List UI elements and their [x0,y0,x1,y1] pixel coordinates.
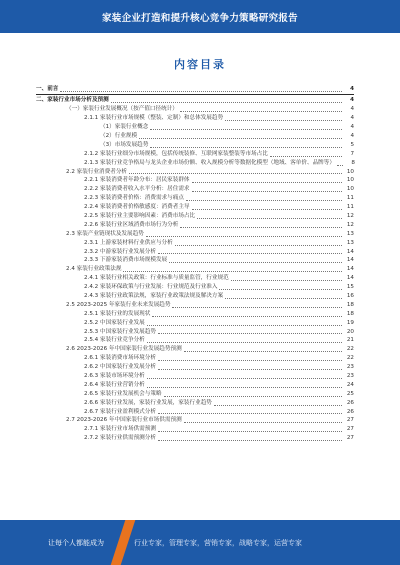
toc-page-number: 8 [351,159,355,166]
toc-dot-leader [175,245,342,246]
toc-entry[interactable] [36,408,354,417]
toc-page-number: 24 [346,381,354,388]
toc-entry-text: 2.7.1 家装行业市场供需预测 [84,426,156,433]
toc-dot-leader [172,307,342,308]
toc-entry-text: 2.3.3 下游家装消费市场规模发展 [84,257,168,264]
toc-dot-leader [164,396,342,397]
toc-entry[interactable] [36,85,354,94]
toc-entry-text: 2.4 家装行业政策法规 [66,266,122,273]
toc-page-number: 21 [346,337,354,344]
toc-entry[interactable] [36,132,354,141]
toc-entry-text: 2.6.3 家装市场环境分析 [84,372,145,379]
toc-dot-leader [184,422,342,423]
toc-page-number: 12 [346,212,354,219]
toc-entry-text: 2.2.4 家装消费者价格敏感度：消费者主导 [84,204,190,211]
toc-page-number: 22 [346,346,354,353]
toc-dot-leader [123,271,342,272]
toc-entry-text: （3）市场发展趋势 [100,141,149,148]
toc-dot-leader [158,333,342,334]
toc-entry-text: 一、前言 [36,85,59,92]
toc-page-number: 19 [346,319,354,326]
toc-entry-text: 2.3 家装产业链现状及发展趋势 [66,230,144,237]
toc-dot-leader [231,280,342,281]
toc-page-number: 4 [350,132,354,139]
toc-page-number: 23 [346,364,354,371]
toc-dot-leader [192,209,342,210]
toc-entry-text: 2.3.2 中游家装行业发展分析 [84,248,156,255]
toc-page-number: 10 [346,177,354,184]
toc-page-number: 27 [346,426,354,433]
toc-entry-text: 2.2.5 家装行业主要影响因素：消费市场占比 [84,212,196,219]
toc-entry-text: 2.4.1 家装行业相关政策：行业标准与质量监管，行业规范 [84,275,229,282]
toc-entry[interactable] [36,345,354,354]
toc-page-number: 23 [346,372,354,379]
toc-entry[interactable] [36,114,354,123]
toc-dot-leader [169,262,342,263]
toc-entry-text: 2.2.2 家装消费者收入水平分析：居住需求 [84,186,190,193]
header-bar [0,0,400,33]
footer-slogan-right: 行业专家，管理专家，营销专家，战略专家，运营专家 [134,538,302,547]
toc-dot-leader [180,111,342,112]
toc-page-number: 4 [350,106,354,113]
toc-entry[interactable] [36,390,354,399]
toc-page-number: 14 [346,266,354,273]
toc-divider [36,94,354,95]
toc-entry-text: 2.6.4 家装行业营销分析 [84,381,145,388]
toc-dot-leader [225,120,342,121]
toc-page-number: 4 [350,85,354,92]
toc-entry[interactable] [36,194,354,203]
toc-entry[interactable] [36,230,354,239]
toc-dot-leader [180,227,342,228]
toc-entry[interactable] [36,141,354,150]
toc-dot-leader [158,440,342,441]
toc-dot-leader [147,378,342,379]
toc-entry-text: 2.2.1 家装消费者年龄分布：居民家装群体 [84,177,190,184]
toc-entry[interactable] [36,399,354,408]
toc-entry[interactable] [36,434,354,443]
toc-entry-text: 2.1.3 家装行业竞争格局与龙头企业市场份额、收入规模分析等数据化模型（地域、客单价、品牌等） [84,159,335,166]
toc-dot-leader [219,289,342,290]
footer-accent-stripe [111,520,136,565]
toc-dot-leader [158,253,342,254]
toc-entry-text: （一）家装行业发展概况（按产值口径统计） [66,106,178,113]
toc-dot-leader [139,138,342,139]
toc-entry-text: （2）行业规模 [100,132,138,139]
toc-page-number: 15 [346,284,354,291]
toc-dot-leader [158,360,342,361]
toc-entry[interactable] [36,105,354,114]
toc-entry[interactable] [36,328,354,337]
toc-entry[interactable] [36,283,354,292]
toc-page-number: 10 [346,186,354,193]
toc-page-number: 4 [350,124,354,131]
toc-dot-leader [129,173,342,174]
toc-dot-leader [184,351,342,352]
toc-entry[interactable] [36,319,354,328]
toc-page-number: 4 [350,115,354,122]
toc-dot-leader [192,191,342,192]
toc-entry-text: （1）家装行业概念 [100,124,149,131]
toc-entry[interactable] [36,274,354,283]
toc-entry-text: 2.6 2023-2026 年中国家装行业发展趋势预测 [66,346,182,353]
toc-entry[interactable] [36,425,354,434]
report-title: 家装企业打造和提升核心竞争力策略研究报告 [101,12,298,24]
toc-dot-leader [214,405,342,406]
toc-page-number: 13 [346,239,354,246]
toc-page-number: 10 [346,168,354,175]
toc-dot-leader [225,298,342,299]
toc-page-number: 16 [346,292,354,299]
toc-dot-leader [158,413,342,414]
toc-entry[interactable] [36,212,354,221]
toc-entry-text: 二、家装行业市场分析及预测 [36,97,109,104]
toc-entry[interactable] [36,372,354,381]
toc-entry[interactable] [36,292,354,301]
toc-page-number: 12 [346,221,354,228]
toc-entry-text: 2.5.2 中国家装行业发展 [84,319,145,326]
toc-dot-leader [60,91,342,92]
toc-entry[interactable] [36,176,354,185]
toc-entry[interactable] [36,301,354,310]
toc-entry-text: 2.3.1 上游家装材料行业供应与分析 [84,239,173,246]
toc-entry[interactable] [36,221,354,230]
footer-slogan-left: 让每个人都能成为 [48,538,104,547]
toc-entry-text: 2.6.7 家装行业盈利模式分析 [84,408,156,415]
footer-bar [0,520,400,565]
toc-page-number: 27 [346,417,354,424]
toc-entry[interactable] [36,203,354,212]
toc-dot-leader [337,165,343,166]
toc-dot-leader [147,325,342,326]
toc-entry[interactable] [36,354,354,363]
toc-entry-text: 2.6.6 家装行业发展，家装行业发展，家装行业趋势 [84,399,212,406]
toc-dot-leader [192,182,342,183]
toc-page-number: 11 [346,204,354,211]
toc-page-number: 11 [346,195,354,202]
toc-dot-leader [270,156,342,157]
toc-entry[interactable] [36,416,354,425]
toc-dot-leader [111,102,342,103]
toc-list [36,85,354,443]
toc-page-number: 14 [346,257,354,264]
toc-page-number: 27 [346,435,354,442]
toc-dot-leader [197,218,342,219]
toc-page-number: 14 [346,275,354,282]
toc-entry[interactable] [36,381,354,390]
toc-entry-text: 2.2.6 家装行业区域消费市场行为分析 [84,221,179,228]
toc-page-number: 4 [350,97,354,104]
toc-page-number: 26 [346,408,354,415]
toc-entry[interactable] [36,336,354,345]
toc-title: 内容目录 [174,58,226,71]
toc-entry-text: 2.4.2 家装环保政策与行业发展：行业规范及行业准入 [84,284,218,291]
toc-dot-leader [152,316,342,317]
toc-dot-leader [186,200,342,201]
toc-page-number: 18 [346,310,354,317]
toc-page-number: 18 [346,301,354,308]
toc-entry[interactable] [36,123,354,132]
toc-entry-text: 2.6.2 中国家装行业发展分析 [84,364,156,371]
toc-entry[interactable] [36,310,354,319]
toc-dot-leader [150,147,342,148]
toc-page-number: 20 [346,328,354,335]
toc-dot-leader [158,369,342,370]
toc-entry-text: 2.2 家装行业消费者分析 [66,168,128,175]
toc-entry-text: 2.1.2 家装行业细分市场规模，包括传统装修、互联网家装整装等市场占比 [84,150,268,157]
toc-page-number: 13 [346,230,354,237]
toc-entry-text: 2.5.4 家装行业竞争分析 [84,337,145,344]
toc-dot-leader [147,387,342,388]
toc-entry-text: 2.5.3 中国家装行业发展趋势 [84,328,156,335]
toc-entry[interactable] [36,159,354,168]
toc-entry[interactable] [36,256,354,265]
toc-dot-leader [146,236,342,237]
toc-entry-text: 2.7.2 家装行业供需预测分析 [84,435,156,442]
toc-entry-text: 2.5 2023-2025 年家装行业未来发展趋势 [66,301,171,308]
toc-entry[interactable] [36,185,354,194]
toc-dot-leader [150,129,342,130]
toc-page-number: 25 [346,390,354,397]
toc-entry-text: 2.2.3 家装消费者价格：消费需求与痛点 [84,195,184,202]
toc-page-number: 26 [346,399,354,406]
toc-page-number: 7 [350,150,354,157]
toc-entry[interactable] [36,96,354,105]
toc-entry[interactable] [36,265,354,274]
toc-dot-leader [158,431,342,432]
toc-entry-text: 2.5.1 家装行业的发展现状 [84,310,151,317]
toc-page-number: 22 [346,355,354,362]
toc-entry-text: 2.6.1 家装消费市场环境分析 [84,355,156,362]
toc-page-number: 5 [350,141,354,148]
toc-entry-text: 2.7 2023-2026 年中国家装行业市场供需预测 [66,417,182,424]
toc-entry[interactable] [36,150,354,159]
toc-entry[interactable] [36,239,354,248]
toc-entry-text: 2.6.5 家装行业发展机会与策略 [84,390,162,397]
toc-entry[interactable] [36,168,354,177]
toc-page-number: 14 [346,248,354,255]
toc-dot-leader [147,342,342,343]
toc-entry[interactable] [36,363,354,372]
toc-entry-text: 2.4.3 家装行业政策法规，家装行业政策法规及解决方案 [84,292,224,299]
toc-entry[interactable] [36,248,354,257]
toc-entry-text: 2.1.1 家装行业市场规模（整装、定制）和总体发展趋势 [84,115,224,122]
